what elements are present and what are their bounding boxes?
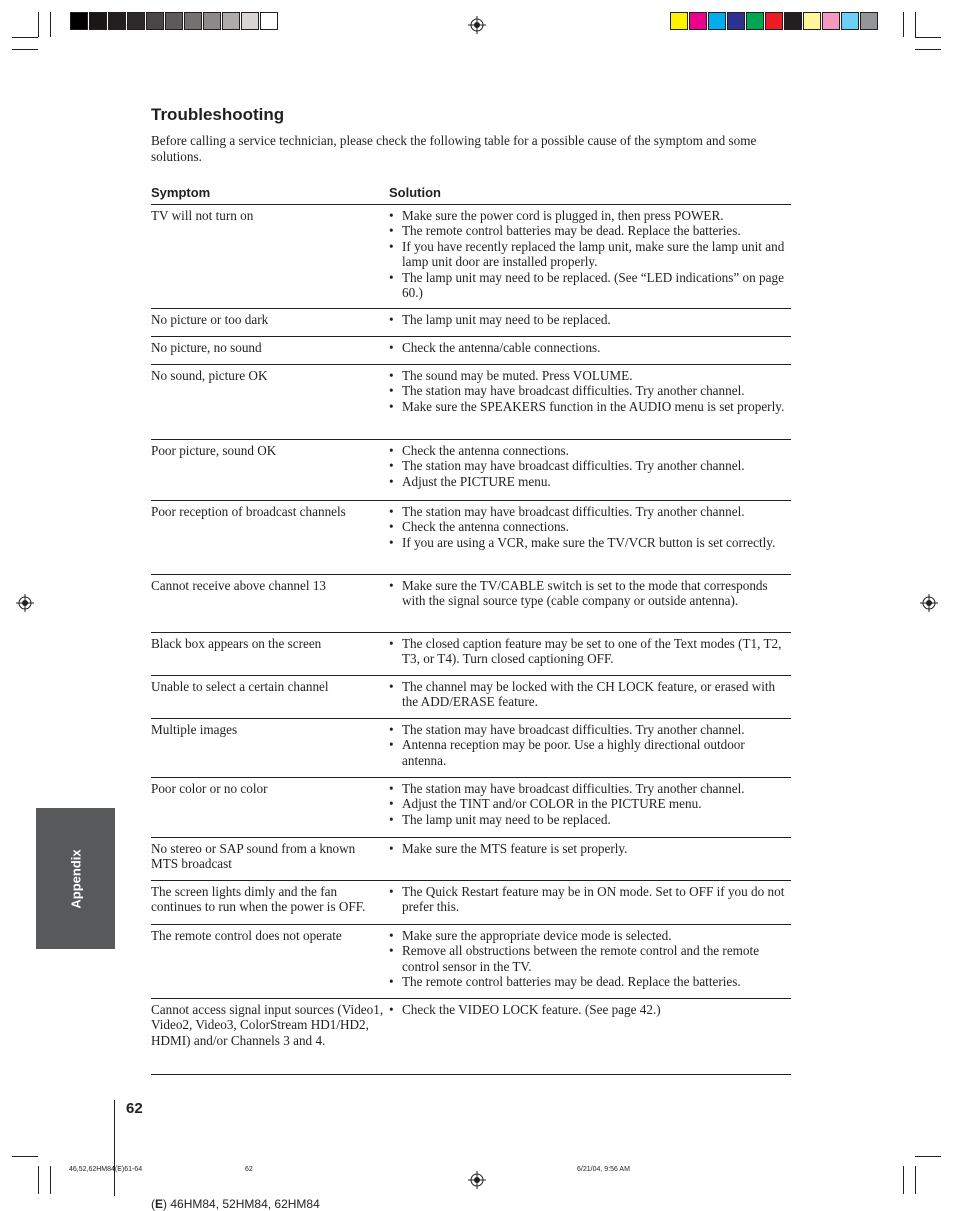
solution-cell: [389, 340, 791, 364]
solution-list: [389, 208, 791, 300]
color-swatch: [860, 12, 878, 30]
solution-list: [389, 884, 791, 915]
crop-mark: [915, 49, 941, 50]
solution-list: [389, 781, 791, 827]
table-row: [151, 633, 791, 676]
solution-cell: [389, 679, 791, 718]
crop-mark: [915, 12, 916, 37]
table-row: [151, 676, 791, 719]
solution-item: • Remove all obstructions between the remote control and the remote control sensor in the TV.: [389, 943, 791, 974]
solution-item: • The station may have broadcast difficulties. Try another channel.: [389, 781, 791, 796]
solution-list: [389, 578, 791, 609]
symptom-cell: No picture, no sound: [151, 340, 262, 355]
solution-item: • Adjust the TINT and/or COLOR in the PICTURE menu.: [389, 796, 791, 811]
solution-item: • Make sure the appropriate device mode is selected.: [389, 928, 791, 943]
solution-list: [389, 443, 791, 489]
solution-item: • The station may have broadcast difficulties. Try another channel.: [389, 722, 791, 737]
solution-cell: [389, 504, 791, 574]
color-swatch: [222, 12, 240, 30]
crop-mark: [50, 12, 51, 37]
table-row: [151, 925, 791, 999]
gray-color-bar: [70, 12, 279, 30]
symptom-cell: No sound, picture OK: [151, 368, 268, 383]
table-row: [151, 501, 791, 575]
color-swatch: [184, 12, 202, 30]
page-title: Troubleshooting: [151, 105, 285, 124]
solution-list: [389, 1002, 791, 1017]
solution-cell: [389, 368, 791, 439]
solution-list: [389, 636, 791, 667]
solution-list: [389, 679, 791, 710]
solution-item: • The station may have broadcast difficulties. Try another channel.: [389, 504, 791, 519]
color-swatch: [727, 12, 745, 30]
table-row: [151, 881, 791, 925]
solution-cell: [389, 841, 791, 880]
table-row: [151, 719, 791, 778]
solution-cell: [389, 1002, 791, 1074]
solution-item: • The remote control batteries may be dead. Replace the batteries.: [389, 223, 791, 238]
color-swatch: [146, 12, 164, 30]
solution-item: • Make sure the TV/CABLE switch is set to the mode that corresponds with the signal source type (cable company or outside antenna).: [389, 578, 791, 609]
solution-list: [389, 504, 791, 550]
color-swatch: [260, 12, 278, 30]
solution-header: Solution: [389, 185, 441, 200]
crop-mark: [903, 12, 904, 37]
color-swatch: [689, 12, 707, 30]
solution-cell: [389, 578, 791, 632]
crop-mark: [915, 1156, 941, 1157]
slug-page: 62: [245, 1166, 253, 1173]
registration-mark-icon: [16, 594, 34, 612]
solution-list: [389, 368, 791, 414]
registration-mark-icon: [468, 16, 486, 34]
color-swatch: [841, 12, 859, 30]
symptom-cell: The remote control does not operate: [151, 928, 342, 943]
crop-mark: [12, 37, 38, 38]
table-row: [151, 999, 791, 1075]
registration-mark-icon: [468, 1171, 486, 1189]
symptom-header: Symptom: [151, 185, 211, 200]
solution-item: • Check the antenna connections.: [389, 443, 791, 458]
symptom-cell: Unable to select a certain channel: [151, 679, 329, 694]
page-number: 62: [126, 1100, 143, 1117]
solution-item: • The lamp unit may need to be replaced. (See “LED indications” on page 60.): [389, 270, 791, 301]
solution-item: • Make sure the power cord is plugged in, then press POWER.: [389, 208, 791, 223]
crop-mark: [50, 1166, 51, 1194]
table-row: [151, 838, 791, 881]
solution-item: • The Quick Restart feature may be in ON mode. Set to OFF if you do not prefer this.: [389, 884, 791, 915]
table-body: [151, 205, 791, 1075]
appendix-tab: [36, 808, 115, 949]
symptom-cell: TV will not turn on: [151, 208, 254, 223]
color-swatch: [746, 12, 764, 30]
solution-item: • The station may have broadcast difficulties. Try another channel.: [389, 458, 791, 473]
color-swatch: [127, 12, 145, 30]
solution-list: [389, 841, 791, 856]
solution-cell: [389, 636, 791, 675]
solution-item: • The channel may be locked with the CH LOCK feature, or erased with the ADD/ERASE feature.: [389, 679, 791, 710]
solution-item: • Make sure the SPEAKERS function in the AUDIO menu is set properly.: [389, 399, 791, 414]
solution-cell: [389, 208, 791, 308]
table-row: [151, 575, 791, 633]
footer-lang: E: [155, 1197, 164, 1211]
intro-paragraph: Before calling a service technician, please check the following table for a possible cause of the symptom and some solutions.: [151, 133, 757, 164]
symptom-cell: Black box appears on the screen: [151, 636, 322, 651]
symptom-cell: Poor picture, sound OK: [151, 443, 277, 458]
table-row: [151, 778, 791, 838]
solution-item: • The lamp unit may need to be replaced.: [389, 312, 791, 327]
color-swatch: [708, 12, 726, 30]
slug-file: 46,52,62HM84(E)61-64: [69, 1166, 143, 1173]
solution-item: • The closed caption feature may be set to one of the Text modes (T1, T2, T3, or T4). Turn closed captioning OFF.: [389, 636, 791, 667]
solution-item: • Antenna reception may be poor. Use a highly directional outdoor antenna.: [389, 737, 791, 768]
page-number-rule: [114, 1100, 115, 1196]
symptom-cell: The screen lights dimly and the fan continues to run when the power is OFF.: [151, 884, 366, 915]
troubleshooting-table: [151, 185, 791, 1075]
color-swatch: [241, 12, 259, 30]
color-swatch: [165, 12, 183, 30]
crop-mark: [915, 1166, 916, 1194]
solution-cell: [389, 928, 791, 998]
solution-item: • The remote control batteries may be dead. Replace the batteries.: [389, 974, 791, 989]
color-swatch: [203, 12, 221, 30]
color-swatch: [89, 12, 107, 30]
table-row: [151, 365, 791, 440]
solution-item: • Check the antenna connections.: [389, 519, 791, 534]
crop-mark: [12, 49, 38, 50]
color-swatch: [822, 12, 840, 30]
symptom-cell: Multiple images: [151, 722, 238, 737]
solution-item: • The lamp unit may need to be replaced.: [389, 812, 791, 827]
color-swatch: [670, 12, 688, 30]
solution-list: [389, 312, 791, 327]
solution-list: [389, 340, 791, 355]
crop-mark: [12, 1156, 38, 1157]
color-swatch: [803, 12, 821, 30]
table-row: [151, 337, 791, 365]
symptom-cell: Cannot receive above channel 13: [151, 578, 327, 593]
crop-mark: [915, 37, 941, 38]
table-header: [151, 185, 791, 205]
symptom-cell: Cannot access signal input sources (Video1, Video2, Video3, ColorStream HD1/HD2, HDMI) and/or Channels 3 and 4.: [151, 1002, 384, 1048]
solution-item: • Make sure the MTS feature is set properly.: [389, 841, 791, 856]
solution-cell: [389, 312, 791, 336]
solution-item: • The station may have broadcast difficulties. Try another channel.: [389, 383, 791, 398]
crop-mark: [903, 1166, 904, 1194]
symptom-cell: No picture or too dark: [151, 312, 269, 327]
solution-cell: [389, 884, 791, 924]
color-swatch: [765, 12, 783, 30]
solution-cell: [389, 722, 791, 777]
solution-list: [389, 928, 791, 990]
registration-mark-icon: [920, 594, 938, 612]
crop-mark: [38, 12, 39, 37]
symptom-cell: Poor reception of broadcast channels: [151, 504, 346, 519]
solution-list: [389, 722, 791, 768]
solution-item: • The sound may be muted. Press VOLUME.: [389, 368, 791, 383]
footer-models: (E) 46HM84, 52HM84, 62HM84: [151, 1197, 320, 1211]
solution-item: • Check the antenna/cable connections.: [389, 340, 791, 355]
appendix-tab-label: Appendix: [68, 848, 83, 909]
process-color-bar: [670, 12, 879, 30]
solution-cell: [389, 443, 791, 500]
solution-item: • If you have recently replaced the lamp unit, make sure the lamp unit and lamp unit door are installed properly.: [389, 239, 791, 270]
solution-item: • Adjust the PICTURE menu.: [389, 474, 791, 489]
solution-cell: [389, 781, 791, 837]
solution-item: • Check the VIDEO LOCK feature. (See page 42.): [389, 1002, 791, 1017]
table-row: [151, 309, 791, 337]
color-swatch: [784, 12, 802, 30]
table-row: [151, 440, 791, 501]
slug-date: 6/21/04, 9:56 AM: [577, 1166, 630, 1173]
table-row: [151, 205, 791, 309]
symptom-cell: No stereo or SAP sound from a known MTS broadcast: [151, 841, 356, 872]
symptom-cell: Poor color or no color: [151, 781, 268, 796]
crop-mark: [38, 1166, 39, 1194]
footer-model-list: 46HM84, 52HM84, 62HM84: [170, 1197, 320, 1211]
solution-item: • If you are using a VCR, make sure the TV/VCR button is set correctly.: [389, 535, 791, 550]
color-swatch: [70, 12, 88, 30]
color-swatch: [108, 12, 126, 30]
